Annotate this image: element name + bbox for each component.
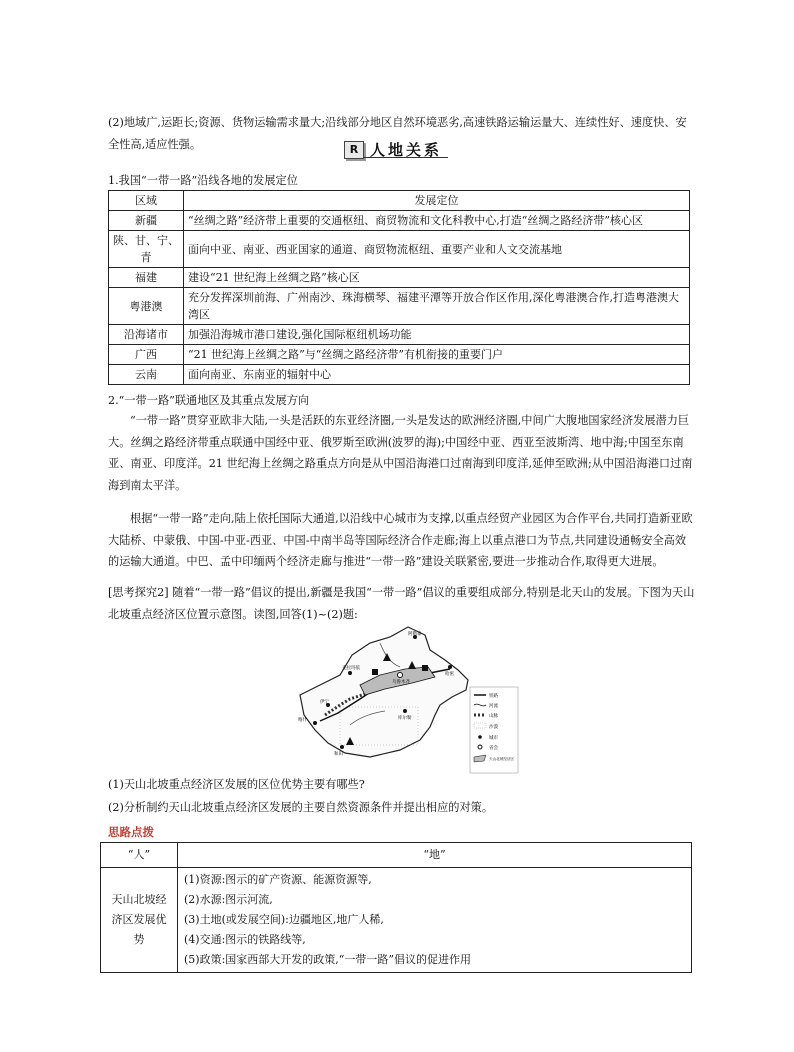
- legend-label: 山脉: [489, 714, 498, 719]
- table-header-row: [109, 191, 690, 211]
- inquiry-prompt: [思考探究2] 随着“一带一路”倡议的提出,新疆是我国“一带一路”倡议的重要组成部分,特别是北天山的发展。下图为天山北坡重点经济区位置示意图。读图,回答(1)~(2)题:: [108, 586, 695, 621]
- city-dot: [340, 745, 344, 749]
- city-dot: [448, 665, 452, 669]
- map-label-karamay: 克拉玛依: [342, 666, 360, 671]
- header-cell: 发展定位: [184, 191, 690, 211]
- positioning-cell: “21 世纪海上丝绸之路”与“丝绸之路经济带”有机衔接的重要门户: [184, 345, 690, 365]
- table-row: [109, 211, 690, 231]
- coal-icon: [422, 665, 428, 671]
- legend-label: 铁路: [489, 694, 498, 699]
- region-cell: 新疆: [109, 211, 184, 231]
- map-label-hami: 哈密: [445, 672, 454, 677]
- table-row: [109, 325, 690, 345]
- positioning-cell: 建设“21 世纪海上丝绸之路”核心区: [184, 268, 690, 288]
- row-label-cell: 天山北坡经济区发展优势: [101, 868, 178, 973]
- coal-icon: [372, 669, 378, 675]
- positioning-cell: 面向中亚、南亚、西亚国家的通道、商贸物流枢纽、重要产业和人文交流基地: [184, 231, 690, 268]
- legend-label: 城市: [489, 736, 498, 741]
- header-cell: “人”: [101, 843, 178, 868]
- advantages-cell: [178, 868, 692, 973]
- question-2: (2)分析制约天山北坡重点经济区发展的主要自然资源条件并提出相应的对策。: [108, 801, 494, 814]
- map-label-hotan: 和田: [334, 752, 343, 757]
- map-label-urumqi: 乌鲁木齐: [392, 680, 410, 685]
- table-row: [109, 268, 690, 288]
- legend-label: 河流: [489, 704, 498, 709]
- region-cell: 粤港澳: [109, 288, 184, 325]
- region-cell: 云南: [109, 365, 184, 385]
- city-dot: [313, 721, 317, 725]
- section-badge: R: [344, 141, 364, 159]
- region-cell: 福建: [109, 268, 184, 288]
- subsection-title-1: 1.我国“一带一路”沿线各地的发展定位: [108, 174, 298, 187]
- legend-capital-icon: [478, 745, 482, 749]
- map-label-korla: 库尔勒: [398, 716, 412, 721]
- positioning-cell: 加强沿海城市港口建设,强化国际枢纽机场功能: [184, 325, 690, 345]
- hint-heading: 思路点拨: [108, 825, 154, 839]
- table-row: [109, 231, 690, 268]
- capital-dot: [398, 673, 403, 678]
- intro-paragraph: (2)地域广,运距长;资源、货物运输需求量大;沿线部分地区自然环境恶劣,高速铁路运输运量大、连续性好、速度快、安全性高,适应性强。: [108, 116, 687, 151]
- advantage-item: (3)土地(或发展空间):边疆地区,地广人稀,: [184, 913, 384, 926]
- subsection-title-2: 2.“一带一路”联通地区及其重点发展方向: [108, 394, 310, 407]
- question-1: (1)天山北坡重点经济区发展的区位优势主要有哪些?: [108, 778, 365, 791]
- map-label-altay: 阿勒泰: [408, 632, 422, 637]
- table-header-row: [101, 843, 692, 868]
- header-cell: “地”: [178, 843, 692, 868]
- tianshan-economic-zone-map: [290, 625, 520, 775]
- positioning-cell: 充分发挥深圳前海、广州南沙、珠海横琴、福建平潭等开放合作区作用,深化粤港澳合作,打造粤港澳大湾区: [184, 288, 690, 325]
- map-label-kashgar: 喀什: [298, 718, 307, 723]
- legend-label: 沙漠: [489, 725, 498, 730]
- region-cell: 广西: [109, 345, 184, 365]
- map-label-yining: 伊宁: [320, 700, 329, 705]
- advantage-item: (2)水源:图示河流,: [184, 893, 273, 906]
- city-dot: [403, 709, 407, 713]
- development-positioning-table: [108, 190, 690, 385]
- advantage-item: (5)政策:国家西部大开发的政策,“一带一路”倡议的促进作用: [184, 953, 472, 966]
- legend-city-icon: [478, 735, 482, 739]
- table-row: [109, 365, 690, 385]
- connectivity-paragraph: “一带一路”贯穿亚欧非大陆,一头是活跃的东亚经济圈,一头是发达的欧洲经济圈,中间广大腹地国家经济发展潜力巨大。丝绸之路经济带重点联通中国经中亚、俄罗斯至欧洲(波罗的海);中国经中亚、西亚至波斯湾、地中海;中国至东南亚、南亚、印度洋。21 世纪海上丝绸之路重点方向是从中国沿海港口过南海到印度洋,延伸至欧洲;从中国沿海港口过南海到南太平洋。: [108, 414, 693, 492]
- advantage-item: (1)资源:图示的矿产资源、能源资源等,: [184, 873, 372, 886]
- analysis-table: [100, 842, 692, 973]
- region-cell: 陕、甘、宁、青: [109, 231, 184, 268]
- xinjiang-outline: [300, 627, 468, 757]
- table-row: [109, 345, 690, 365]
- table-row: [101, 868, 692, 973]
- section-underline: [364, 157, 448, 158]
- header-cell: 区域: [109, 191, 184, 211]
- advantage-item: (4)交通:图示的铁路线等,: [184, 933, 306, 946]
- positioning-cell: 面向南亚、东南亚的辐射中心: [184, 365, 690, 385]
- table-row: [109, 288, 690, 325]
- corridor-paragraph: 根据“一带一路”走向,陆上依托国际大通道,以沿线中心城市为支撑,以重点经贸产业园区为合作平台,共同打造新亚欧大陆桥、中蒙俄、中国-中亚-西亚、中国-中南半岛等国际经济合作走廊;海上以重点港口为节点,共同建设通畅安全高效的运输大通道。中巴、孟中印缅两个经济走廊与推进“一带一路”建设关联紧密,要进一步推动合作,取得更大进展。: [108, 512, 693, 568]
- section-heading: [342, 137, 450, 161]
- legend-label: 省会: [489, 746, 498, 751]
- city-dot: [348, 671, 352, 675]
- section-title: 人地关系: [370, 141, 443, 159]
- legend-label: 天山北坡经济区: [489, 757, 515, 761]
- positioning-cell: “丝绸之路”经济带上重要的交通枢纽、商贸物流和文化科教中心,打造“丝绸之路经济带”核心区: [184, 211, 690, 231]
- region-cell: 沿海诸市: [109, 325, 184, 345]
